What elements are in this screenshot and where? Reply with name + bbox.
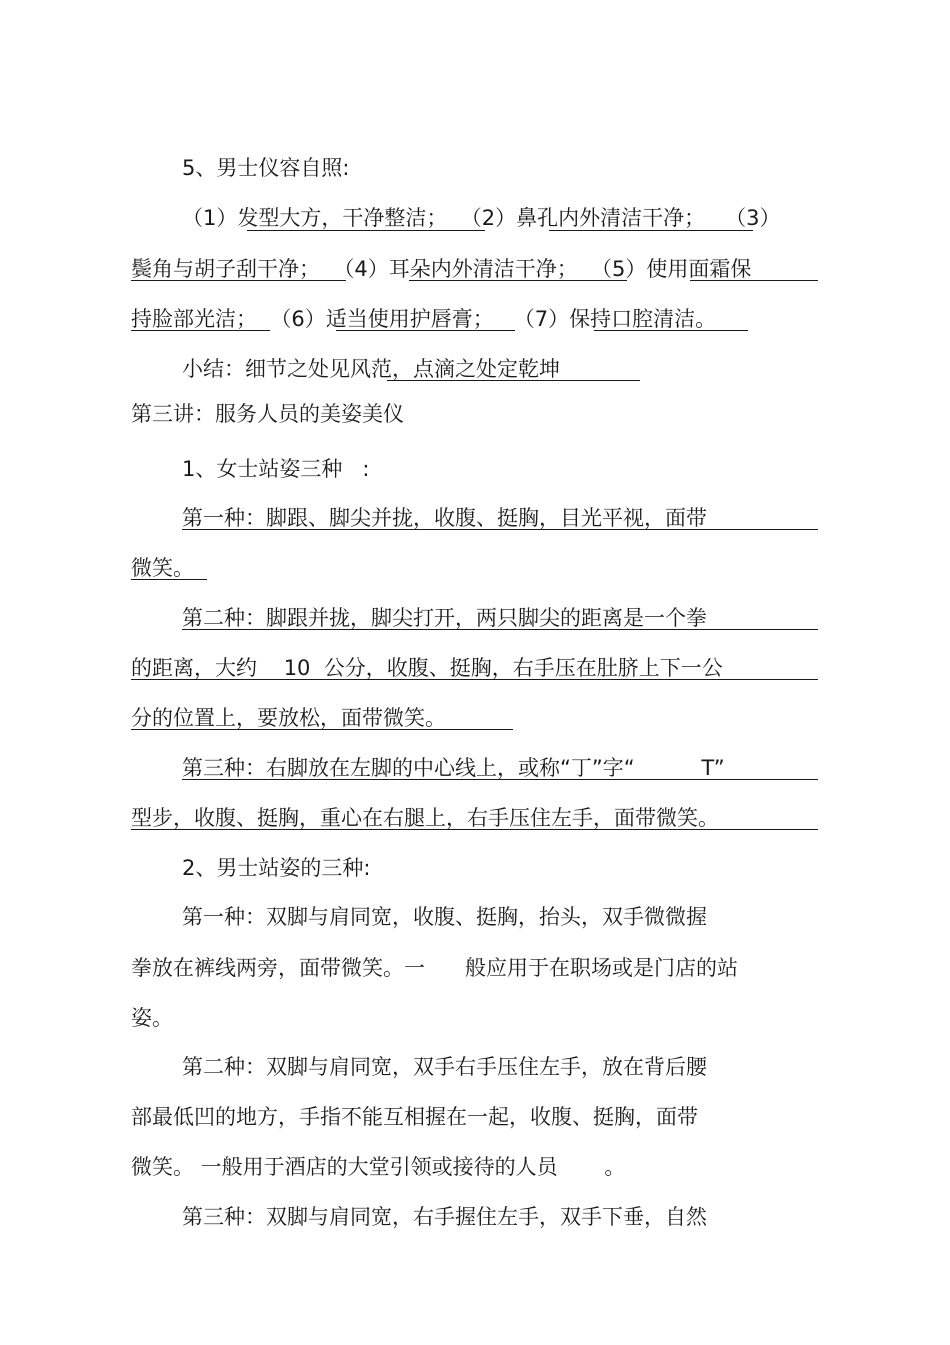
underline	[549, 230, 753, 231]
text-line: 第二种：脚跟并拢，脚尖打开，两只脚尖的距离是一个拳	[182, 606, 707, 630]
underline	[690, 280, 818, 281]
underline	[182, 779, 818, 780]
underline	[594, 330, 748, 331]
text-line: 第一种：脚跟、脚尖并拢，收腹、挺胸，目光平视，面带	[182, 506, 707, 530]
text-line: 第三种：双脚与肩同宽，右手握住左手，双手下垂，自然	[182, 1205, 707, 1229]
underline	[387, 380, 640, 381]
section-heading: 2、男士站姿的三种:	[182, 856, 371, 880]
section-heading: 1、女士站姿三种 :	[182, 457, 370, 481]
text-line: 部最低凹的地方，手指不能互相握在一起，收腹、挺胸，面带	[131, 1105, 698, 1129]
underline	[182, 629, 818, 630]
lecture-title: 第三讲：服务人员的美姿美仪	[131, 402, 404, 426]
text-line: 微笑。	[131, 556, 194, 580]
text-line: 的距离，大约 10 公分，收腹、挺胸，右手压在肚脐上下一公	[131, 656, 723, 680]
text-line: 拳放在裤线两旁，面带微笑。一 般应用于在职场或是门店的站	[131, 956, 739, 980]
underline	[131, 729, 513, 730]
underline	[131, 330, 270, 331]
underline	[247, 230, 485, 231]
text-line: （1）发型大方，干净整洁； （2）鼻孔内外清洁干净； （3）	[182, 206, 781, 230]
text-line: 微笑。 一般用于酒店的大堂引领或接待的人员 。	[131, 1155, 626, 1179]
text-line: 持脸部光洁； （6）适当使用护唇膏； （7）保持口腔清洁。	[131, 307, 717, 331]
underline	[131, 280, 346, 281]
summary-line: 小结：细节之处见风范，点滴之处定乾坤	[182, 357, 560, 381]
text-line: 分的位置上，要放松，面带微笑。	[131, 706, 446, 730]
underline	[409, 280, 627, 281]
section-heading: 5、男士仪容自照:	[182, 156, 350, 180]
underline	[131, 579, 207, 580]
text-line: 姿。	[131, 1006, 173, 1030]
text-line: 第二种：双脚与肩同宽，双手右手压住左手，放在背后腰	[182, 1055, 707, 1079]
text-line: 第一种：双脚与肩同宽，收腹、挺胸，抬头，双手微微握	[182, 905, 707, 929]
underline	[336, 330, 515, 331]
text-line: 鬓角与胡子刮干净； （4）耳朵内外清洁干净； （5）使用面霜保	[131, 257, 752, 281]
underline	[182, 529, 818, 530]
underline	[131, 679, 818, 680]
text-line: 型步，收腹、挺胸，重心在右腿上，右手压住左手，面带微笑。	[131, 806, 719, 830]
underline	[131, 829, 818, 830]
text-line: 第三种：右脚放在左脚的中心线上，或称“丁”字“ T”	[182, 756, 725, 780]
